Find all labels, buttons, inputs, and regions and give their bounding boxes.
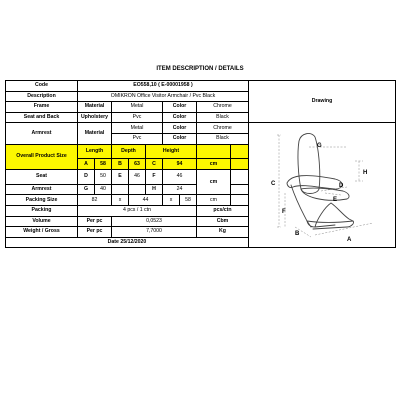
armrest-label: Armrest [6,123,78,144]
seat-dims-label: Seat [6,169,78,184]
volume-value: 0,0523 [112,216,197,227]
frame-color-label: Color [163,102,197,113]
packing-size-x2: x [163,195,180,206]
armrest-h-value: 24 [163,184,197,195]
chair-armrest [287,176,342,189]
overall-c-letter: C [146,159,163,170]
overall-size-label: Overall Product Size [6,144,78,169]
overall-b-letter: B [112,159,129,170]
description-value: OMIKRON Office Visitor Armchair / Pvc Black [78,91,249,102]
dimension-c-label: C [271,181,276,188]
packing-size-unit: cm [197,195,231,206]
volume-unit: Cbm [197,216,249,227]
dimension-b-label: B [295,231,300,238]
armrest-color-2: Black [197,133,249,144]
weight-per: Per pc [78,227,112,238]
drawing-area [249,123,396,248]
dimension-a-label: A [347,237,352,244]
packing-size-1: 82 [78,195,112,206]
page-title: ITEM DESCRIPTION / DETAILS [156,66,244,72]
frame-label: Frame [6,102,78,113]
chair-seat [301,189,349,204]
packing-value: 4 pcs / 1 ctn [78,206,197,217]
overall-b-value: 63 [129,159,146,170]
packing-size-label: Packing Size [6,195,78,206]
armrest-h-letter: H [146,184,163,195]
seat-e-letter: E [112,169,129,184]
drawing-header: Drawing [249,81,396,123]
packing-label: Packing [6,206,78,217]
seat-d-letter: D [78,169,95,184]
armrest-color-label-2: Color [163,133,197,144]
packing-size-2: 44 [129,195,163,206]
armrest-color-1: Chrome [197,123,249,134]
dimension-a-line [315,223,373,235]
seat-d-value: 50 [95,169,112,184]
dimension-g-label: G [317,143,322,150]
upholstery-label: Upholstery [78,112,112,123]
description-label: Description [6,91,78,102]
packing-size-3: 58 [180,195,197,206]
length-header: Length [78,144,112,159]
frame-color-value: Chrome [197,102,249,113]
weight-label: Weight / Gross [6,227,78,238]
frame-material-value: Metal [112,102,163,113]
armrest-material-label: Material [78,123,112,144]
depth-header: Depth [112,144,146,159]
seat-f-letter: F [146,169,163,184]
seat-back-label: Seat and Back [6,112,78,123]
code-value: EO558,10 ( E-00001958 ) [78,81,249,92]
armrest-material-1: Metal [112,123,163,134]
seat-color-value: Black [197,112,249,123]
armrest-g-value: 40 [95,184,112,195]
dimension-e-line [325,193,341,195]
packing-unit: pcs/ctn [197,206,249,217]
overall-c-value: 94 [163,159,197,170]
chair-sled-base [307,221,354,229]
chair-drawing [251,123,396,247]
frame-material-label: Material [78,102,112,113]
spec-table [5,80,396,248]
volume-label: Volume [6,216,78,227]
overall-a-value: 58 [95,159,112,170]
armrest-dims-label: Armrest [6,184,78,195]
overall-unit: cm [197,159,231,170]
upholstery-value: Pvc [112,112,163,123]
seat-color-label: Color [163,112,197,123]
weight-unit: Kg [197,227,249,238]
armrest-color-label-1: Color [163,123,197,134]
date-footer: Date 25/12/2020 [6,237,249,248]
armrest-g-letter: G [78,184,95,195]
dimension-d-label: D [339,183,344,190]
seat-e-value: 46 [129,169,146,184]
dimension-c-line [277,135,281,227]
dimension-e-label: E [333,197,338,204]
dimension-h-label: H [363,170,368,177]
volume-per: Per pc [78,216,112,227]
seat-f-value: 46 [163,169,197,184]
weight-value: 7,7000 [112,227,197,238]
dimension-f-label: F [282,209,286,216]
overall-a-letter: A [78,159,95,170]
dimension-h-line [355,161,363,181]
packing-size-x1: x [112,195,129,206]
height-header: Height [146,144,197,159]
armrest-material-2: Pvc [112,133,163,144]
dims-unit: cm [197,169,231,194]
code-label: Code [6,81,78,92]
